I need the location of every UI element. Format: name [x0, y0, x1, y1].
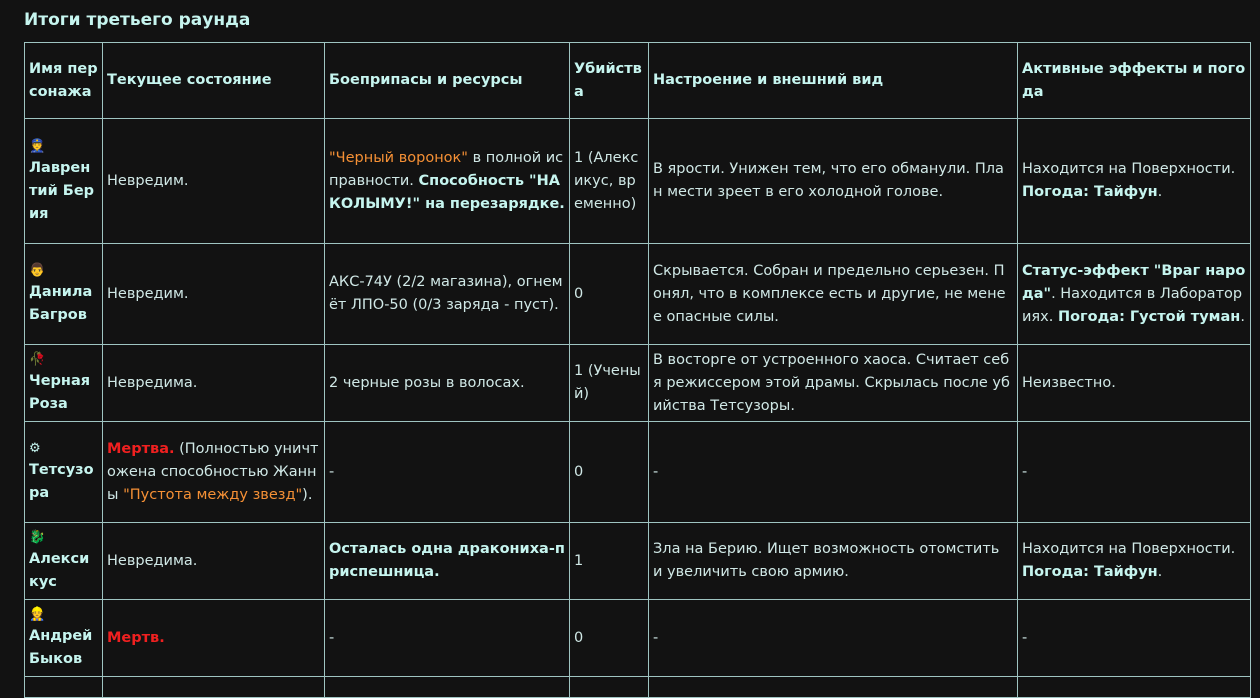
- header-ammo: Боеприпасы и ресурсы: [325, 43, 570, 119]
- character-cell: [25, 600, 103, 677]
- table-row: [25, 244, 1251, 345]
- effects-text: .: [1157, 564, 1163, 580]
- character-cell: [25, 244, 103, 345]
- character-name: Тетсузора: [29, 462, 94, 501]
- effects-cell: [1018, 422, 1251, 523]
- table-row: [25, 422, 1251, 523]
- man-icon: 👨: [29, 263, 46, 278]
- state-cell: [103, 244, 325, 345]
- state-cell: [103, 422, 325, 523]
- construction-worker-icon: 👷: [29, 607, 46, 622]
- gear-icon: ⚙: [29, 441, 41, 456]
- state-text: Невредима.: [107, 552, 198, 569]
- header-kills: Убийства: [570, 43, 649, 119]
- state-cell: [103, 119, 325, 244]
- ammo-cell: [325, 422, 570, 523]
- character-name: Данила Багров: [29, 284, 93, 323]
- character-cell: [25, 345, 103, 422]
- page-title: Итоги третьего раунда: [24, 10, 251, 30]
- state-cell: [103, 600, 325, 677]
- character-cell: [25, 677, 103, 698]
- effects-text: Находится на Поверхности.: [1022, 541, 1236, 557]
- effects-text: -: [1022, 463, 1028, 480]
- header-name: Имя персонажа: [25, 43, 103, 119]
- ammo-cell: [325, 600, 570, 677]
- mood-cell: Зла на Берию. Ищет возможность отомстить и увеличить свою армию.: [649, 523, 1018, 600]
- kills-cell: 1 (Ученый): [570, 345, 649, 422]
- character-name: Черная Роза: [29, 373, 91, 412]
- header-state: Текущее состояние: [103, 43, 325, 119]
- state-text: ).: [302, 486, 313, 503]
- table-row: [25, 119, 1251, 244]
- effects-cell: [1018, 345, 1251, 422]
- dead-status: Мертв.: [107, 629, 165, 646]
- effects-cell: [1018, 600, 1251, 677]
- ammo-text: -: [329, 629, 335, 646]
- results-table: [24, 42, 1251, 698]
- ammo-cell: [325, 119, 570, 244]
- weather-text: Погода: Тайфун: [1022, 564, 1158, 580]
- character-name: Лаврентий Берия: [29, 159, 95, 222]
- kills-cell: 1 (Алексикус, временно): [570, 119, 649, 244]
- header-effects: Активные эффекты и погода: [1018, 43, 1251, 119]
- police-officer-icon: 👮: [29, 138, 46, 154]
- effects-cell: [1018, 244, 1251, 345]
- mood-cell: Скрывается. Собран и предельно серьезен. Понял, что в комплексе есть и другие, не менее опасные силы.: [649, 244, 1018, 345]
- effects-cell: [1018, 677, 1251, 698]
- ammo-bold: Осталась одна дракониха-приспешница.: [329, 541, 565, 580]
- effects-text: .: [1157, 184, 1163, 200]
- ability-name: "Пустота между звезд": [123, 486, 303, 503]
- effects-cell: [1018, 523, 1251, 600]
- wilted-rose-icon: 🥀: [29, 352, 46, 367]
- kills-cell: 0: [570, 422, 649, 523]
- mood-cell: -: [649, 600, 1018, 677]
- ammo-cell: [325, 677, 570, 698]
- state-cell: [103, 677, 325, 698]
- kills-cell: 0: [570, 600, 649, 677]
- effects-bold: Статус-эффект: [1022, 262, 1154, 279]
- ammo-text: 2 черные розы в волосах.: [329, 374, 525, 391]
- mood-cell: -: [649, 422, 1018, 523]
- table-row: [25, 345, 1251, 422]
- ammo-cell: [325, 244, 570, 345]
- mood-cell: В ярости. Унижен тем, что его обманули. План мести зреет в его холодной голове.: [649, 119, 1018, 244]
- state-cell: [103, 345, 325, 422]
- state-text: Невредим.: [107, 172, 189, 189]
- mood-cell: [649, 677, 1018, 698]
- effects-text: Неизвестно.: [1022, 374, 1116, 391]
- kills-cell: 1: [570, 523, 649, 600]
- ammo-bold: Способность: [418, 172, 530, 189]
- dead-status: Мертва.: [107, 440, 175, 457]
- kills-cell: [570, 677, 649, 698]
- effects-text: .: [1240, 308, 1245, 325]
- state-text: Невредима.: [107, 374, 198, 391]
- state-text: (Полностью уничтожена способностью Жанны: [107, 440, 319, 503]
- character-name: Алексикус: [29, 551, 90, 590]
- header-mood: Настроение и внешний вид: [649, 43, 1018, 119]
- table-header-row: [25, 43, 1251, 119]
- results-page: [24, 0, 1250, 698]
- ammo-text: АКС-74У (2/2 магазина), огнемёт ЛПО-50 (0/3 заряда - пуст).: [329, 274, 563, 313]
- kills-cell: 0: [570, 244, 649, 345]
- weather-text: Погода: Густой туман: [1057, 308, 1241, 325]
- mood-cell: В восторге от устроенного хаоса. Считает себя режиссером этой драмы. Скрылась после убийства Тетсузоры.: [649, 345, 1018, 422]
- ammo-text: -: [329, 463, 335, 480]
- character-cell: [25, 119, 103, 244]
- status-effect-name: "Враг народа": [1022, 262, 1246, 302]
- effects-text: Находится на Поверхности.: [1022, 161, 1236, 177]
- ammo-text: в полной исправности.: [329, 149, 564, 189]
- character-name: Андрей Быков: [29, 628, 93, 667]
- state-cell: [103, 523, 325, 600]
- ability-name: "НА КОЛЫМУ!": [329, 172, 560, 212]
- ammo-highlight: "Черный воронок": [329, 149, 468, 166]
- character-cell: [25, 523, 103, 600]
- effects-cell: [1018, 119, 1251, 244]
- table-row: [25, 600, 1251, 677]
- dragon-icon: 🐉: [29, 530, 46, 545]
- ammo-cell: [325, 345, 570, 422]
- state-text: Невредим.: [107, 285, 189, 302]
- effects-text: -: [1022, 629, 1028, 646]
- weather-text: Погода: Тайфун: [1022, 184, 1158, 200]
- character-cell: [25, 422, 103, 523]
- ammo-cell: [325, 523, 570, 600]
- effects-text: . Находится в Лабораториях.: [1022, 285, 1243, 325]
- table-row-cut-off: [25, 677, 1251, 698]
- ammo-bold: на перезарядке.: [420, 195, 565, 212]
- table-row: [25, 523, 1251, 600]
